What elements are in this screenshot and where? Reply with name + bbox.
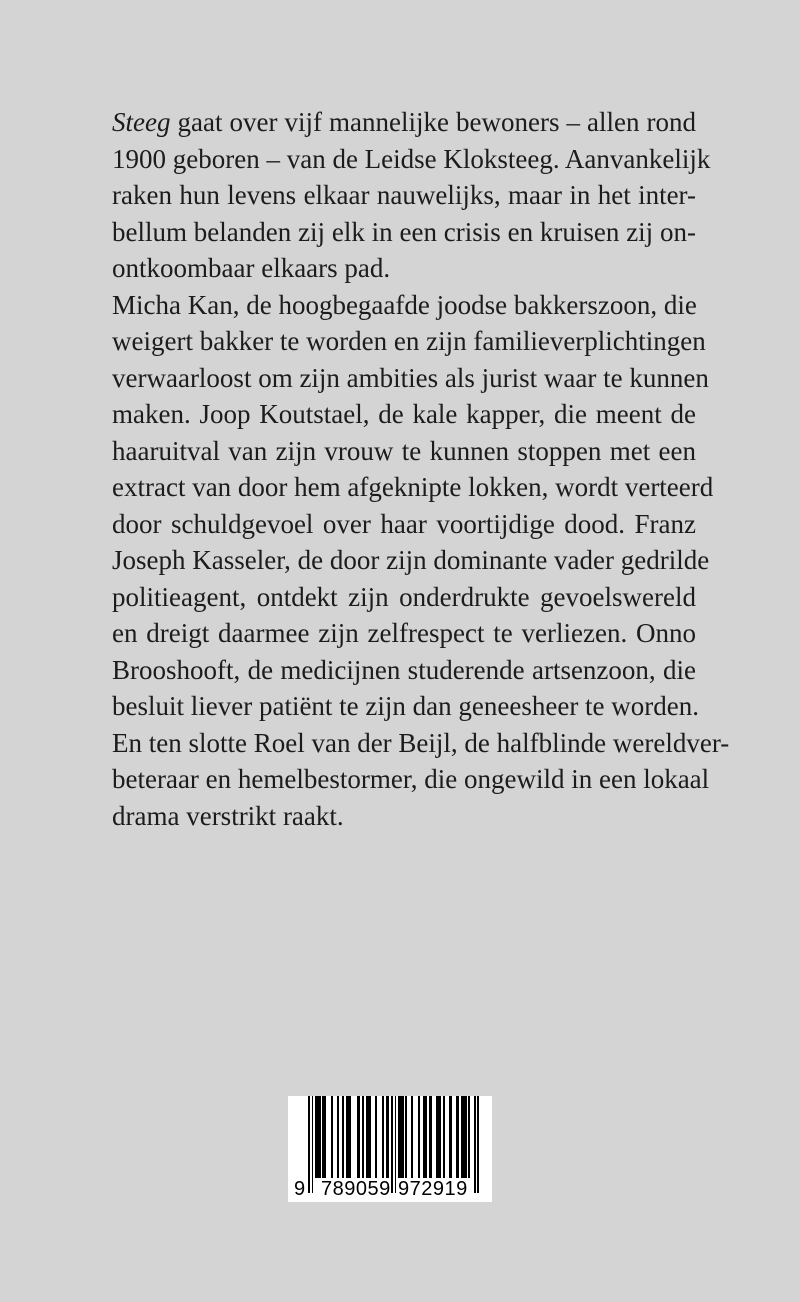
barcode-bar: [418, 1096, 420, 1178]
blurb-line: en dreigt daarmee zijn zelfrespect te verliezen. Onno: [112, 618, 696, 648]
barcode-first-digit: 9: [294, 1178, 306, 1200]
barcode-left-group: 789059: [321, 1178, 391, 1200]
barcode-bar: [366, 1096, 371, 1178]
barcode-bar: [331, 1096, 333, 1178]
barcode-bar: [436, 1096, 441, 1178]
barcode-bar: [382, 1096, 384, 1178]
barcode-bar: [357, 1096, 361, 1178]
barcode-bar: [315, 1096, 320, 1178]
blurb-line: besluit liever patiënt te zijn dan geneesheer te worden.: [112, 691, 700, 721]
barcode-digits: [288, 1176, 492, 1202]
barcode-bar: [456, 1096, 460, 1178]
barcode-bar: [468, 1096, 470, 1178]
barcode-bar: [443, 1096, 445, 1178]
blurb-line: weigert bakker te worden en zijn familieverplichtingen: [112, 326, 706, 356]
barcode-bar: [337, 1096, 339, 1178]
blurb-line: raken hun levens elkaar nauwelijks, maar in het inter-: [112, 180, 696, 210]
blurb-line: politieagent, ontdekt zijn onderdrukte gevoelswereld: [112, 581, 696, 612]
blurb-line: maken. Joop Koutstael, de kale kapper, die meent de: [112, 399, 696, 429]
blurb-line: ontkoombaar elkaars pad.: [112, 253, 391, 283]
blurb-line: door schuldgevoel over haar voortijdige dood. Franz: [112, 508, 696, 539]
isbn-barcode: [288, 1096, 492, 1202]
blurb-line: En ten slotte Roel van der Beijl, de halfblinde wereldver-: [112, 727, 730, 758]
barcode-bar: [398, 1096, 403, 1178]
blurb-line: bellum belanden zij elk in een crisis en kruisen zij on-: [112, 216, 696, 247]
blurb-line: 1900 geboren – van de Leidse Kloksteeg. Aanvankelijk: [112, 143, 711, 174]
barcode-bar: [386, 1096, 390, 1178]
barcode-bar: [342, 1096, 344, 1178]
blurb-line: extract van door hem afgeknipte lokken, wordt verteerd: [112, 472, 714, 502]
blurb-line: Brooshooft, de medicijnen studerende artsenzoon, die: [112, 654, 696, 685]
barcode-bar: [375, 1096, 377, 1178]
barcode-bar: [411, 1096, 413, 1178]
book-title-italic: Steeg: [112, 107, 171, 137]
blurb-line: verwaarloost om zijn ambities als jurist waar te kunnen: [112, 362, 709, 393]
barcode-right-group: 972919: [398, 1178, 468, 1200]
blurb-line: drama verstrikt raakt.: [112, 800, 344, 831]
blurb-line: Joseph Kasseler, de door zijn dominante vader gedrilde: [112, 545, 710, 575]
barcode-bar: [461, 1096, 466, 1178]
barcode-bar: [322, 1096, 326, 1178]
barcode-bar: [362, 1096, 364, 1178]
barcode-bars: [308, 1096, 480, 1178]
barcode-bar: [423, 1096, 427, 1178]
barcode-bar: [429, 1096, 433, 1178]
back-cover-blurb: [112, 104, 730, 834]
barcode-bar: [449, 1096, 453, 1178]
barcode-bar: [405, 1096, 407, 1178]
blurb-line: beteraar en hemelbestormer, die ongewild in een lokaal: [112, 764, 710, 794]
barcode-bar: [346, 1096, 351, 1178]
blurb-paragraph-1: [112, 104, 711, 287]
blurb-line: Steeg gaat over vijf mannelijke bewoners – allen rond: [112, 107, 696, 137]
blurb-line: Micha Kan, de hoogbegaafde joodse bakkerszoon, die: [112, 289, 697, 320]
blurb-paragraph-2: [112, 287, 730, 835]
blurb-line: haaruitval van zijn vrouw te kunnen stoppen met een: [112, 435, 696, 466]
